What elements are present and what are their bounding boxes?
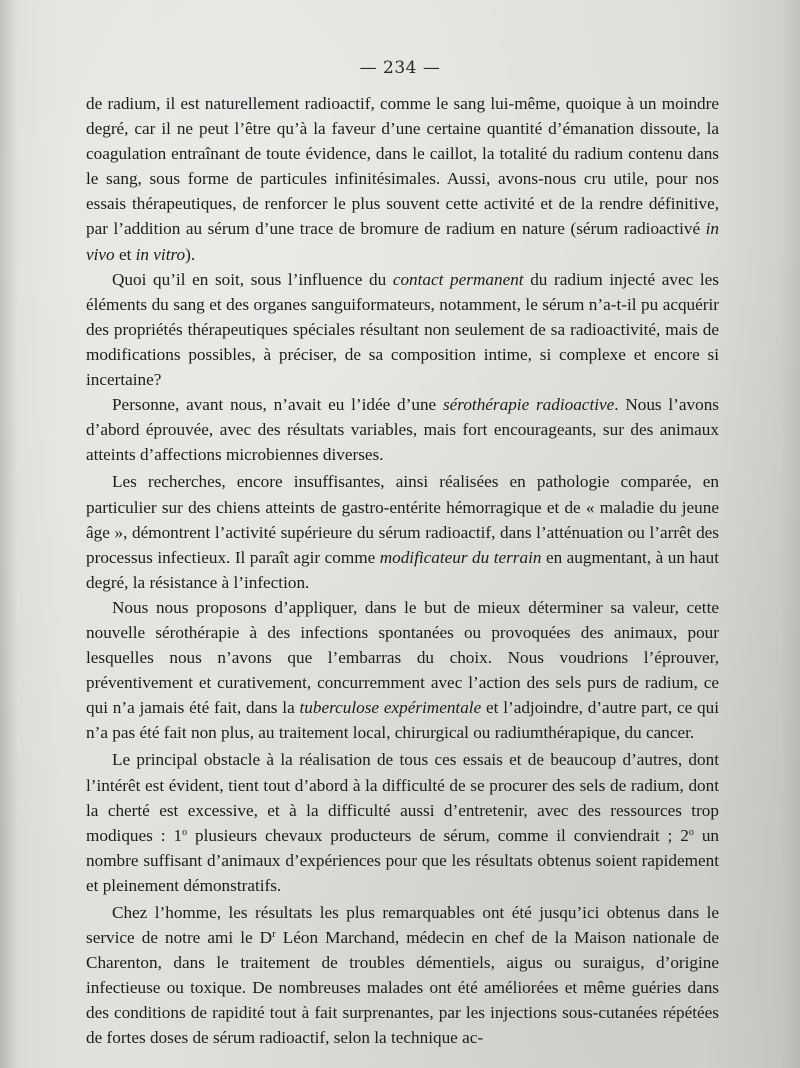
text-run: ).: [185, 244, 196, 264]
text-run: Le principal obstacle à la réalisation de tous ces essais et de beaucoup d’autres, dont l’intérêt est évident, tient tout d’abord à la difficulté de se procurer des sels de radium, dont la cherté est excessive, et à la difficulté aussi d’entretenir, avec des ressources trop modiques : 1: [86, 750, 719, 845]
text-run: Personne, avant nous, n’avait eu l’idée d’une: [112, 395, 443, 415]
paragraph-6: [86, 747, 719, 898]
text-run: Nous nous proposons d’appliquer, dans le but de mieux déterminer sa valeur, cette nouvelle sérothérapie à des infections spontanées ou provoquées des animaux, pour lesquelles nous n’avons que l’embarras du choix. Nous voudrions l’éprouver, préventivement et curativement, concurremment avec l’action des sels purs de radium, ce qui n’a jamais été fait, dans la: [86, 597, 719, 718]
italic-run: modificateur du terrain: [379, 547, 542, 567]
text-run: Chez l’homme, les résultats les plus remarquables ont été jusqu’ici obtenus dans le service de notre ami le D: [86, 903, 719, 948]
italic-run: in vitro: [135, 244, 186, 264]
page-number: — 234 —: [359, 58, 441, 78]
italic-run: contact permanent: [392, 269, 524, 289]
text-run: en augmentant, à un haut degré, la résistance à l’infection.: [86, 547, 719, 592]
text-run: Léon Marchand, médecin en chef de la Maison nationale de Charenton, dans le traitement de troubles démentiels, aigus ou suraigus, d’origine infectieuse ou toxique. De nombreuses malades ont été améliorées et même guéries dans des conditions de rapidité tout à fait surprenantes, par les injections sous-cutanées répétées de fortes doses de sérum radioactif, selon la technique ac-: [86, 928, 719, 1048]
page-body: [86, 91, 719, 1051]
text-run: . Nous l’avons d’abord éprouvée, avec des résultats variables, mais fort encourageants, sur des animaux atteints d’affections microbiennes diverses.: [86, 395, 719, 465]
paragraph-3: [86, 392, 719, 467]
italic-run: tuberculose expérimentale: [299, 698, 482, 718]
text-run: de radium, il est naturellement radioactif, comme le sang lui-même, quoique à un moindre degré, car il ne peut l’être qu’à la faveur d’une certaine quantité d’émanation dissoute, la coagulation entraînant de toute évidence, dans le caillot, la totalité du radium contenu dans le sang, sous forme de particules infinitésimales. Aussi, avons-nous cru utile, pour nos essais thérapeutiques, de renforcer le plus souvent cette activité et de la rendre définitive, par l’addition au sérum d’une trace de bromure de radium en nature (sérum radioactivé: [86, 94, 719, 239]
text-run: plusieurs chevaux producteurs de sérum, comme il conviendrait ; 2: [187, 825, 689, 845]
text-run: un nombre suffisant d’animaux d’expériences pour que les résultats obtenus soient rapidement et pleinement démonstratifs.: [86, 825, 719, 895]
text-run: Quoi qu’il en soit, sous l’influence du: [112, 269, 393, 289]
text-run: du radium injecté avec les éléments du sang et des organes sanguiformateurs, notamment, le sérum n’a-t-il pu acquérir des propriétés thérapeutiques spéciales résultant non seulement de sa radioactivité, mais de modifications possibles, à préciser, de sa composition intime, si complexe et encore si incertaine?: [86, 269, 719, 390]
italic-run: in vivo: [86, 219, 719, 264]
ordinal-superscript: o: [688, 826, 694, 838]
paragraph-1: [86, 91, 719, 267]
text-run: et: [114, 244, 136, 264]
paragraph-2: [86, 267, 719, 392]
italic-run: sérothérapie radioactive: [442, 395, 615, 415]
ordinal-superscript: o: [182, 826, 188, 838]
title-superscript: r: [272, 928, 276, 941]
paragraph-4: [86, 469, 719, 594]
text-run: Les recherches, encore insuffisantes, ainsi réalisées en pathologie comparée, en particulier sur des chiens atteints de gastro-entérite hémorragique et de « maladie du jeune âge », démontrent l’activité supérieure du sérum radioactif, dans l’atténuation ou l’arrêt des processus infectieux. Il paraît agir comme: [86, 472, 719, 567]
text-run: et l’adjoindre, d’autre part, ce qui n’a pas été fait non plus, au traitement local, chirurgical ou radiumthérapique, du cancer.: [86, 698, 719, 743]
paragraph-5: [86, 595, 719, 746]
paragraph-7: [86, 900, 719, 1051]
